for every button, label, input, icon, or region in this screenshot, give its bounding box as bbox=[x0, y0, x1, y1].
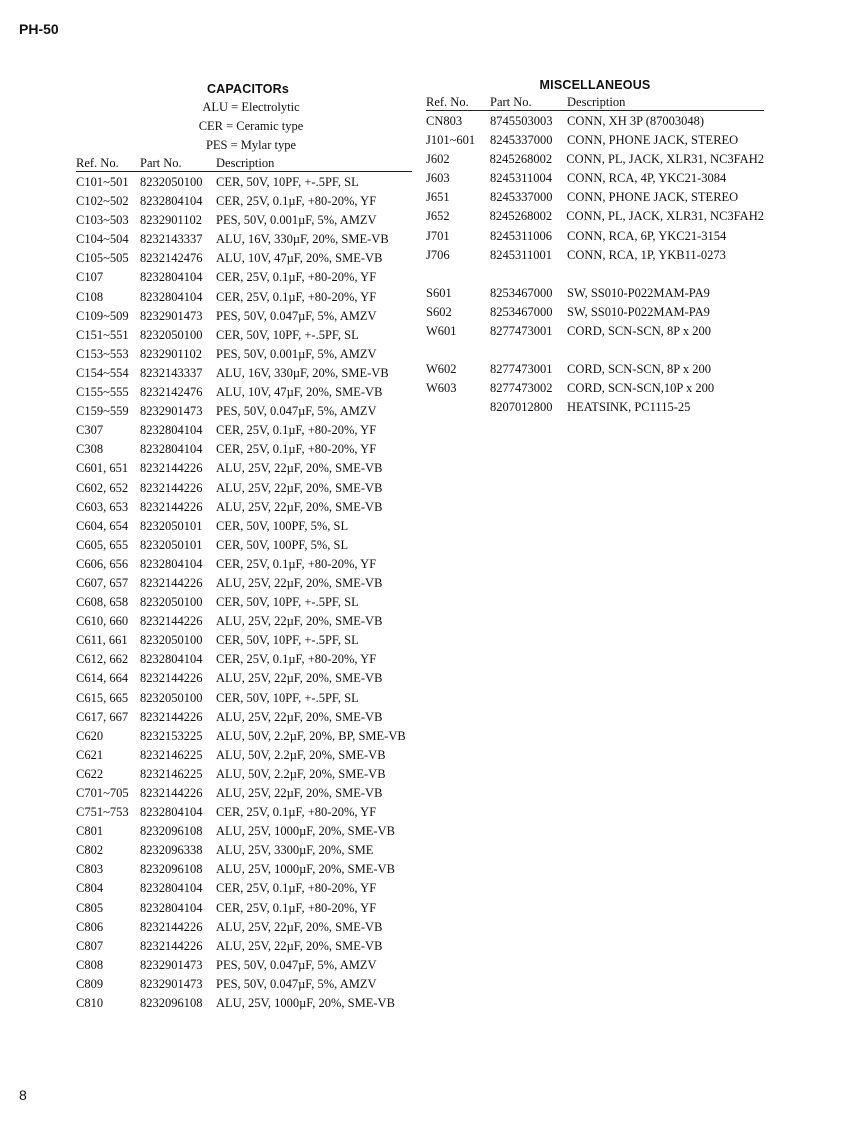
part-no-cell: 8232153225 bbox=[140, 728, 203, 743]
ref-no-cell: S601 bbox=[426, 285, 452, 300]
ref-no-cell: C151~551 bbox=[76, 327, 129, 342]
legend-alu: ALU = Electrolytic bbox=[202, 100, 300, 114]
description-cell: SW, SS010-P022MAM-PA9 bbox=[567, 285, 710, 300]
table-row bbox=[76, 288, 412, 307]
description-cell: ALU, 25V, 22µF, 20%, SME-VB bbox=[216, 461, 383, 476]
ref-no-cell: C605, 655 bbox=[76, 537, 129, 552]
part-no-cell: 8232901473 bbox=[140, 308, 203, 323]
description-cell: ALU, 25V, 3300µF, 20%, SME bbox=[216, 843, 374, 858]
description-cell: CORD, SCN-SCN, 8P x 200 bbox=[567, 362, 712, 377]
table-row bbox=[426, 207, 764, 226]
table-row bbox=[76, 631, 412, 650]
table-row bbox=[76, 765, 412, 784]
ref-no-cell: C104~504 bbox=[76, 232, 129, 247]
ref-no-cell: C810 bbox=[76, 996, 104, 1011]
ref-no-cell: W602 bbox=[426, 362, 457, 377]
row-spacer bbox=[426, 265, 764, 284]
table-row bbox=[76, 307, 412, 326]
description-cell: CONN, PL, JACK, XLR31, NC3FAH2 bbox=[566, 209, 764, 224]
part-no-cell: 8745503003 bbox=[490, 114, 553, 128]
table-row bbox=[76, 612, 412, 631]
ref-no-cell: C808 bbox=[76, 957, 104, 972]
description-cell: ALU, 25V, 22µF, 20%, SME-VB bbox=[216, 786, 383, 800]
part-no-cell: 8232901473 bbox=[140, 404, 203, 419]
description-cell: ALU, 50V, 2.2µF, 20%, SME-VB bbox=[216, 747, 386, 762]
part-no-cell: 8232804104 bbox=[140, 900, 203, 915]
description-cell: CER, 50V, 100PF, 5%, SL bbox=[216, 537, 349, 552]
part-no-cell: 8253467000 bbox=[490, 285, 553, 300]
ref-no-cell: C154~554 bbox=[76, 365, 129, 380]
header-part-no: Part No. bbox=[490, 95, 532, 109]
legend-pes: PES = Mylar type bbox=[205, 138, 297, 152]
ref-no-cell: C608, 658 bbox=[76, 595, 129, 610]
description-cell: ALU, 50V, 2.2µF, 20%, SME-VB bbox=[216, 766, 386, 781]
description-cell: CER, 25V, 0.1µF, +80-20%, YF bbox=[216, 652, 377, 667]
table-row bbox=[76, 555, 412, 574]
part-no-cell: 8277473001 bbox=[490, 362, 553, 377]
ref-no-cell: C614, 664 bbox=[76, 671, 129, 686]
description-cell: HEATSINK, PC1115-25 bbox=[567, 400, 691, 415]
part-no-cell: 8232050101 bbox=[140, 537, 203, 552]
miscellaneous-rows bbox=[426, 112, 764, 418]
ref-no-cell bbox=[426, 398, 490, 417]
description-cell: CER, 25V, 0.1µF, +80-20%, YF bbox=[216, 881, 377, 896]
table-row bbox=[76, 899, 412, 918]
description-cell: ALU, 25V, 22µF, 20%, SME-VB bbox=[216, 614, 383, 629]
description-cell: CER, 50V, 10PF, +-.5PF, SL bbox=[216, 175, 359, 189]
table-row bbox=[426, 227, 764, 246]
description-cell: CER, 25V, 0.1µF, +80-20%, YF bbox=[216, 442, 377, 457]
table-row bbox=[76, 249, 412, 268]
ref-no-cell: C108 bbox=[76, 289, 104, 304]
part-no-cell: 8232144226 bbox=[140, 480, 203, 495]
ref-no-cell: C620 bbox=[76, 728, 104, 743]
table-row bbox=[76, 689, 412, 708]
part-no-cell: 8232050100 bbox=[140, 595, 203, 610]
table-row bbox=[426, 379, 764, 398]
description-cell: ALU, 25V, 22µF, 20%, SME-VB bbox=[216, 671, 383, 686]
part-no-cell: 8232050100 bbox=[140, 175, 203, 189]
part-no-cell: 8232144226 bbox=[140, 671, 203, 686]
ref-no-cell: C806 bbox=[76, 919, 104, 934]
table-row bbox=[76, 803, 412, 822]
table-row bbox=[76, 326, 412, 345]
miscellaneous-title: MISCELLANEOUS bbox=[539, 78, 651, 92]
description-cell: CONN, PL, JACK, XLR31, NC3FAH2 bbox=[566, 152, 764, 167]
table-row bbox=[76, 536, 412, 555]
ref-no-cell: C809 bbox=[76, 976, 104, 991]
description-cell: CER, 50V, 10PF, +-.5PF, SL bbox=[216, 633, 359, 648]
ref-no-cell: C804 bbox=[76, 881, 104, 896]
ref-no-cell: C159~559 bbox=[76, 404, 129, 419]
description-cell: CONN, RCA, 4P, YKC21-3084 bbox=[567, 171, 727, 186]
part-no-cell: 8232144226 bbox=[140, 575, 203, 590]
table-row bbox=[76, 879, 412, 898]
description-cell: CORD, SCN-SCN,10P x 200 bbox=[567, 381, 715, 396]
ref-no-cell: C751~753 bbox=[76, 805, 129, 820]
table-row bbox=[76, 860, 412, 879]
capacitors-section bbox=[76, 80, 412, 1013]
part-no-cell: 8232142476 bbox=[140, 385, 203, 400]
part-no-cell: 8232804104 bbox=[140, 194, 203, 209]
ref-no-cell: C621 bbox=[76, 747, 104, 762]
description-cell: ALU, 50V, 2.2µF, 20%, BP, SME-VB bbox=[216, 728, 406, 743]
part-no-cell: 8232096108 bbox=[140, 862, 203, 877]
description-cell: CER, 25V, 0.1µF, +80-20%, YF bbox=[216, 289, 377, 304]
ref-no-cell: C307 bbox=[76, 423, 104, 438]
ref-no-cell: C109~509 bbox=[76, 308, 129, 323]
description-cell: PES, 50V, 0.001µF, 5%, AMZV bbox=[216, 213, 377, 228]
part-no-cell: 8245311006 bbox=[490, 228, 553, 243]
table-row bbox=[76, 192, 412, 211]
table-row bbox=[76, 479, 412, 498]
table-row bbox=[76, 650, 412, 669]
description-cell: CONN, XH 3P (87003048) bbox=[567, 114, 705, 128]
description-cell: CER, 50V, 10PF, +-.5PF, SL bbox=[216, 327, 359, 342]
description-cell: CORD, SCN-SCN, 8P x 200 bbox=[567, 324, 712, 339]
part-no-cell: 8232096108 bbox=[140, 824, 203, 839]
table-row bbox=[426, 303, 764, 322]
part-no-cell: 8232901102 bbox=[140, 346, 203, 361]
table-row bbox=[76, 918, 412, 937]
description-cell: PES, 50V, 0.001µF, 5%, AMZV bbox=[216, 346, 377, 361]
table-row bbox=[426, 360, 764, 379]
table-row bbox=[76, 727, 412, 746]
table-row bbox=[426, 131, 764, 150]
capacitors-header bbox=[76, 155, 412, 172]
ref-no-cell: J651 bbox=[426, 190, 450, 205]
part-no-cell: 8232144226 bbox=[140, 786, 203, 800]
description-cell: CONN, RCA, 1P, YKB11-0273 bbox=[567, 247, 726, 262]
description-cell: ALU, 25V, 22µF, 20%, SME-VB bbox=[216, 709, 383, 724]
description-cell: ALU, 25V, 1000µF, 20%, SME-VB bbox=[216, 996, 395, 1011]
header-description: Description bbox=[216, 156, 275, 170]
table-row bbox=[426, 169, 764, 188]
description-cell: ALU, 25V, 22µF, 20%, SME-VB bbox=[216, 919, 383, 934]
ref-no-cell: C607, 657 bbox=[76, 575, 129, 590]
part-no-cell: 8232804104 bbox=[140, 652, 203, 667]
part-no-cell: 8245337000 bbox=[490, 133, 553, 148]
table-row bbox=[76, 364, 412, 383]
row-spacer bbox=[426, 341, 764, 360]
ref-no-cell: C622 bbox=[76, 766, 104, 781]
part-no-cell: 8232144226 bbox=[140, 919, 203, 934]
header-description: Description bbox=[567, 95, 626, 109]
ref-no-cell: C153~553 bbox=[76, 346, 129, 361]
table-row bbox=[426, 322, 764, 341]
part-no-cell: 8245337000 bbox=[490, 190, 553, 205]
part-no-cell: 8232146225 bbox=[140, 747, 203, 762]
header-ref-no: Ref. No. bbox=[76, 156, 119, 170]
table-row bbox=[426, 246, 764, 265]
capacitors-rows bbox=[76, 173, 412, 1013]
description-cell: ALU, 10V, 47µF, 20%, SME-VB bbox=[216, 385, 383, 400]
table-row bbox=[76, 937, 412, 956]
legend-cer: CER = Ceramic type bbox=[198, 119, 304, 133]
ref-no-cell: C308 bbox=[76, 442, 104, 457]
part-no-cell: 8232901473 bbox=[140, 957, 203, 972]
model-name: PH-50 bbox=[19, 21, 59, 37]
ref-no-cell: C606, 656 bbox=[76, 556, 129, 571]
ref-no-cell: C601, 651 bbox=[76, 461, 129, 476]
table-row bbox=[426, 112, 764, 131]
ref-no-cell: C615, 665 bbox=[76, 690, 129, 705]
capacitors-legend bbox=[90, 98, 412, 155]
description-cell: CER, 25V, 0.1µF, +80-20%, YF bbox=[216, 423, 377, 438]
table-row bbox=[76, 211, 412, 230]
ref-no-cell: C604, 654 bbox=[76, 518, 129, 533]
part-no-cell: 8232096338 bbox=[140, 843, 203, 858]
description-cell: PES, 50V, 0.047µF, 5%, AMZV bbox=[216, 957, 377, 972]
description-cell: CER, 50V, 10PF, +-.5PF, SL bbox=[216, 690, 359, 705]
part-no-cell: 8232144226 bbox=[140, 461, 203, 476]
part-no-cell: 8253467000 bbox=[490, 304, 553, 319]
description-cell: ALU, 10V, 47µF, 20%, SME-VB bbox=[216, 251, 383, 266]
description-cell: CER, 50V, 10PF, +-.5PF, SL bbox=[216, 595, 359, 610]
ref-no-cell: S602 bbox=[426, 304, 452, 319]
ref-no-cell: J701 bbox=[426, 228, 450, 243]
table-row bbox=[76, 593, 412, 612]
table-row bbox=[426, 150, 764, 169]
part-no-cell: 8245268002 bbox=[489, 152, 553, 167]
description-cell: PES, 50V, 0.047µF, 5%, AMZV bbox=[216, 976, 377, 991]
table-row bbox=[76, 498, 412, 517]
description-cell: ALU, 25V, 22µF, 20%, SME-VB bbox=[216, 575, 383, 590]
description-cell: CONN, RCA, 6P, YKC21-3154 bbox=[567, 228, 727, 243]
ref-no-cell: C807 bbox=[76, 938, 104, 953]
part-no-cell: 8232144226 bbox=[140, 709, 203, 724]
description-cell: ALU, 25V, 22µF, 20%, SME-VB bbox=[216, 480, 383, 495]
part-no-cell: 8232144226 bbox=[140, 499, 203, 514]
table-row bbox=[76, 746, 412, 765]
part-no-cell: 8232144226 bbox=[140, 614, 203, 629]
ref-no-cell: C801 bbox=[76, 824, 104, 839]
table-row bbox=[76, 402, 412, 421]
miscellaneous-section bbox=[426, 76, 764, 418]
description-cell: CER, 25V, 0.1µF, +80-20%, YF bbox=[216, 194, 377, 209]
description-cell: ALU, 16V, 330µF, 20%, SME-VB bbox=[216, 365, 389, 380]
table-row bbox=[76, 268, 412, 287]
part-no-cell: 8232096108 bbox=[140, 996, 203, 1011]
table-row bbox=[76, 669, 412, 688]
description-cell: CONN, PHONE JACK, STEREO bbox=[567, 190, 739, 205]
part-no-cell: 8232146225 bbox=[140, 766, 203, 781]
ref-no-cell: CN803 bbox=[426, 114, 463, 128]
part-no-cell: 8232144226 bbox=[140, 938, 203, 953]
table-row bbox=[76, 173, 412, 192]
part-no-cell: 8232050101 bbox=[140, 518, 203, 533]
table-row bbox=[76, 459, 412, 478]
ref-no-cell: C603, 653 bbox=[76, 499, 129, 514]
part-no-cell: 8232804104 bbox=[140, 289, 203, 304]
description-cell: CER, 50V, 100PF, 5%, SL bbox=[216, 518, 349, 533]
part-no-cell: 8232804104 bbox=[140, 881, 203, 896]
table-row bbox=[76, 517, 412, 536]
table-row bbox=[76, 440, 412, 459]
description-cell: CER, 25V, 0.1µF, +80-20%, YF bbox=[216, 900, 377, 915]
ref-no-cell: W603 bbox=[426, 381, 457, 396]
table-row bbox=[76, 994, 412, 1013]
ref-no-cell: C611, 661 bbox=[76, 633, 128, 648]
miscellaneous-header bbox=[426, 94, 764, 111]
part-no-cell: 8232050100 bbox=[140, 690, 203, 705]
part-no-cell: 8232804104 bbox=[140, 805, 203, 820]
description-cell: ALU, 16V, 330µF, 20%, SME-VB bbox=[216, 232, 389, 247]
ref-no-cell: C101~501 bbox=[76, 175, 129, 189]
table-row bbox=[76, 822, 412, 841]
part-no-cell: 8245268002 bbox=[489, 209, 553, 224]
ref-no-cell: C103~503 bbox=[76, 213, 129, 228]
part-no-cell: 8232050100 bbox=[140, 633, 203, 648]
ref-no-cell: C602, 652 bbox=[76, 480, 129, 495]
ref-no-cell: C105~505 bbox=[76, 251, 129, 266]
part-no-cell: 8232142476 bbox=[140, 251, 203, 266]
description-cell: CER, 25V, 0.1µF, +80-20%, YF bbox=[216, 270, 377, 285]
table-row bbox=[426, 284, 764, 303]
part-no-cell: 8232050100 bbox=[140, 327, 203, 342]
part-no-cell: 8232804104 bbox=[140, 442, 203, 457]
part-no-cell: 8232901102 bbox=[140, 213, 203, 228]
ref-no-cell: J101~601 bbox=[426, 133, 476, 148]
ref-no-cell: C610, 660 bbox=[76, 614, 129, 629]
ref-no-cell: C803 bbox=[76, 862, 104, 877]
table-row bbox=[76, 975, 412, 994]
description-cell: CER, 25V, 0.1µF, +80-20%, YF bbox=[216, 805, 377, 820]
description-cell: CONN, PHONE JACK, STEREO bbox=[567, 133, 739, 148]
ref-no-cell: C802 bbox=[76, 843, 104, 858]
table-row bbox=[76, 421, 412, 440]
description-cell: PES, 50V, 0.047µF, 5%, AMZV bbox=[216, 308, 377, 323]
table-row bbox=[76, 230, 412, 249]
header-part-no: Part No. bbox=[140, 156, 182, 170]
part-no-cell: 8245311004 bbox=[490, 171, 553, 186]
description-cell: ALU, 25V, 1000µF, 20%, SME-VB bbox=[216, 862, 395, 877]
part-no-cell: 8207012800 bbox=[490, 400, 553, 415]
capacitors-title: CAPACITORs bbox=[206, 82, 290, 96]
table-row bbox=[76, 841, 412, 860]
header-ref-no: Ref. No. bbox=[426, 95, 469, 109]
table-row bbox=[426, 188, 764, 207]
description-cell: ALU, 25V, 22µF, 20%, SME-VB bbox=[216, 499, 383, 514]
page-number: 8 bbox=[19, 1087, 27, 1103]
ref-no-cell: W601 bbox=[426, 324, 457, 339]
part-no-cell: 8232804104 bbox=[140, 270, 203, 285]
table-row bbox=[76, 784, 412, 803]
ref-no-cell: C102~502 bbox=[76, 194, 129, 209]
description-cell: PES, 50V, 0.047µF, 5%, AMZV bbox=[216, 404, 377, 419]
table-row bbox=[76, 345, 412, 364]
ref-no-cell: C617, 667 bbox=[76, 709, 129, 724]
part-no-cell: 8245311001 bbox=[490, 247, 553, 262]
table-row bbox=[76, 956, 412, 975]
part-no-cell: 8277473001 bbox=[490, 324, 553, 339]
description-cell: SW, SS010-P022MAM-PA9 bbox=[567, 304, 710, 319]
part-no-cell: 8277473002 bbox=[490, 381, 553, 396]
table-row bbox=[76, 383, 412, 402]
description-cell: ALU, 25V, 22µF, 20%, SME-VB bbox=[216, 938, 383, 953]
part-no-cell: 8232901473 bbox=[140, 976, 203, 991]
ref-no-cell: J706 bbox=[426, 247, 450, 262]
part-no-cell: 8232143337 bbox=[140, 365, 203, 380]
part-no-cell: 8232804104 bbox=[140, 423, 203, 438]
table-row bbox=[76, 574, 412, 593]
ref-no-cell: C107 bbox=[76, 270, 104, 285]
description-cell: ALU, 25V, 1000µF, 20%, SME-VB bbox=[216, 824, 395, 839]
ref-no-cell: J602 bbox=[426, 152, 450, 167]
ref-no-cell: J652 bbox=[426, 209, 450, 224]
ref-no-cell: J603 bbox=[426, 171, 450, 186]
ref-no-cell: C612, 662 bbox=[76, 652, 129, 667]
ref-no-cell: C805 bbox=[76, 900, 104, 915]
description-cell: CER, 25V, 0.1µF, +80-20%, YF bbox=[216, 556, 377, 571]
ref-no-cell: C155~555 bbox=[76, 385, 129, 400]
part-no-cell: 8232804104 bbox=[140, 556, 203, 571]
table-row bbox=[76, 708, 412, 727]
ref-no-cell: C701~705 bbox=[76, 786, 129, 800]
table-row bbox=[426, 398, 764, 417]
part-no-cell: 8232143337 bbox=[140, 232, 203, 247]
